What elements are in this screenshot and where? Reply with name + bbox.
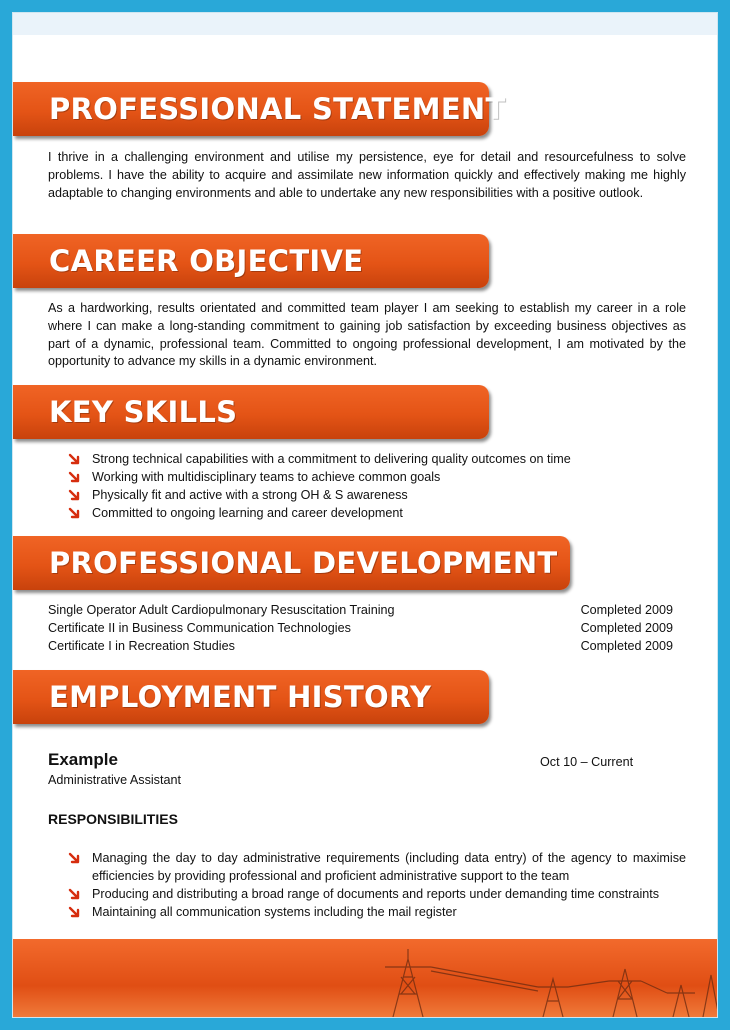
arrow-down-right-icon <box>68 504 82 522</box>
responsibility-text: Managing the day to day administrative requirements (including data entry) of the agency to maximise efficiencies by providing professional and proficient administrative support to the team <box>92 851 686 883</box>
job-role: Administrative Assistant <box>48 773 181 787</box>
arrow-down-right-icon <box>68 450 82 468</box>
arrow-down-right-icon <box>68 885 82 903</box>
list-item <box>68 504 668 522</box>
career-objective-text: As a hardworking, results orientated and committed team player I am seeking to establish my career in a role where I can make a long-standing commitment to gaining job satisfaction by exceeding business objectives as part of a dynamic, professional team. Committed to ongoing professional development, I am motivated by the opportunity to advance my skills in a dynamic environment. <box>48 301 686 369</box>
skill-text: Strong technical capabilities with a commitment to delivering quality outcomes on time <box>92 452 571 466</box>
arrow-down-right-icon <box>68 486 82 504</box>
course-status: Completed 2009 <box>580 639 673 653</box>
arrow-down-right-icon <box>68 468 82 486</box>
list-item <box>68 468 668 486</box>
list-item <box>68 849 686 885</box>
employer-name: Example <box>48 750 118 769</box>
section-heading-professional-statement: PROFESSIONAL STATEMENT <box>13 82 489 136</box>
course-name: Certificate II in Business Communication Technologies <box>48 621 351 635</box>
section-heading-key-skills: KEY SKILLS <box>13 385 489 439</box>
list-item <box>68 885 686 903</box>
resume-page <box>12 12 718 1018</box>
employment-dates: Oct 10 – Current <box>540 755 634 769</box>
key-skills-list <box>68 450 668 522</box>
course-status: Completed 2009 <box>580 621 673 635</box>
course-status: Completed 2009 <box>580 603 673 617</box>
responsibility-text: Producing and distributing a broad range of documents and reports under demanding time constraints <box>92 887 660 901</box>
development-row <box>48 637 673 655</box>
top-strip <box>13 13 717 35</box>
list-item <box>68 486 668 504</box>
arrow-down-right-icon <box>68 903 82 921</box>
skill-text: Working with multidisciplinary teams to achieve common goals <box>92 470 441 484</box>
course-name: Certificate I in Recreation Studies <box>48 639 235 653</box>
arrow-down-right-icon <box>68 849 82 867</box>
responsibilities-list <box>68 849 686 921</box>
development-row <box>48 619 673 637</box>
skill-text: Committed to ongoing learning and career development <box>92 506 403 520</box>
power-pylon-graphic <box>13 939 717 1017</box>
skill-text: Physically fit and active with a strong OH & S awareness <box>92 488 408 502</box>
professional-statement-text: I thrive in a challenging environment and utilise my persistence, eye for detail and resourcefulness to solve problems. I have the ability to acquire and assimilate new information quickly and effectively making me highly adaptable to changing environments and able to undertake any new responsibilities with a positive outlook. <box>48 150 686 200</box>
section-heading-professional-development: PROFESSIONAL DEVELOPMENT <box>13 536 570 590</box>
list-item <box>68 450 668 468</box>
list-item <box>68 903 686 921</box>
section-heading-employment-history: EMPLOYMENT HISTORY <box>13 670 489 724</box>
section-heading-career-objective: CAREER OBJECTIVE <box>13 234 489 288</box>
footer-band <box>13 939 717 1017</box>
responsibilities-heading: RESPONSIBILITIES <box>48 811 178 827</box>
responsibility-text: Maintaining all communication systems including the mail register <box>92 905 457 919</box>
development-row <box>48 601 673 619</box>
course-name: Single Operator Adult Cardiopulmonary Resuscitation Training <box>48 603 395 617</box>
